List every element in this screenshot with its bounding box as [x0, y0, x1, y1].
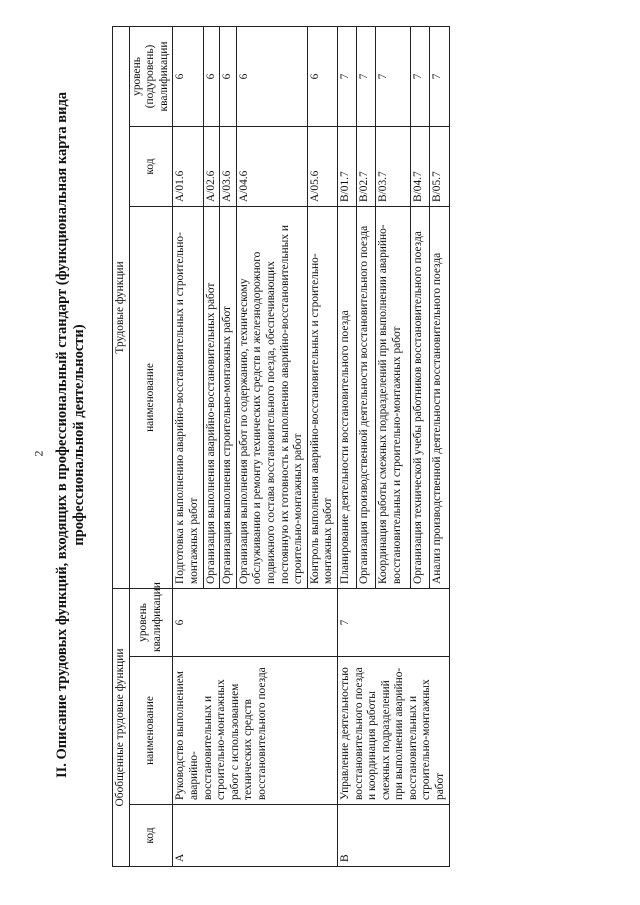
function-level: 6: [307, 26, 337, 126]
function-name: Организация выполнения строительно-монтажных работ: [220, 207, 237, 589]
function-name: Планирование деятельности восстановительного поезда: [337, 207, 356, 589]
function-level: 6: [173, 26, 203, 126]
header-code: код: [129, 805, 173, 867]
function-level: 7: [337, 26, 356, 126]
group-code: B: [337, 805, 449, 867]
functional-map-table: [112, 26, 450, 867]
function-level: 7: [411, 26, 430, 126]
function-level: 6: [220, 26, 237, 126]
group-name: Руководство выполнением аварийно-восстановительных и строительно-монтажных работ с использованием технических средств восстановительного поезда: [173, 657, 338, 805]
table-row: [337, 26, 356, 866]
function-name: Координация работы смежных подразделений при выполнении аварийно-восстановительных и строительно-монтажных работ: [376, 207, 411, 589]
group-code: A: [173, 805, 338, 867]
function-name: Организация выполнения работ по содержанию, техническому обслуживанию и ремонту технических средств и железнодорожного подвижного состава восстановительного поезда, обеспечивающих постоянную их готовность к выполнению аварийно-восстановительных и строительно-монтажных работ: [236, 207, 307, 589]
page-number: 2: [31, 450, 46, 457]
function-code: B/02.7: [357, 127, 376, 207]
header-row-columns: [129, 26, 173, 866]
section-heading: II. Описание трудовых функций, входящих в профессиональный стандарт (функциональная карта вида профессиональной деятельности): [54, 91, 87, 779]
function-name: Организация выполнения аварийно-восстановительных работ: [203, 207, 220, 589]
header-function-code: код: [129, 127, 173, 207]
header-name: наименование: [129, 657, 173, 805]
function-level: 6: [203, 26, 220, 126]
group-name: Управление деятельностью восстановительного поезда и координация работы смежных подразделений при выполнении аварийно-восстановительных и строительно-монтажных работ: [337, 657, 449, 805]
function-code: A/01.6: [173, 127, 203, 207]
function-level: 7: [376, 26, 411, 126]
header-labor: Трудовые функции: [113, 26, 130, 588]
function-code: A/03.6: [220, 127, 237, 207]
function-level: 7: [430, 26, 449, 126]
header-function-name: наименование: [129, 207, 173, 589]
group-level: 7: [337, 589, 449, 657]
function-level: 6: [236, 26, 307, 126]
header-generalized: Обобщенные трудовые функции: [113, 589, 130, 867]
table-row: [173, 26, 203, 866]
function-code: B/05.7: [430, 127, 449, 207]
function-name: Подготовка к выполнению аварийно-восстановительных и строительно-монтажных работ: [173, 207, 203, 589]
header-row-groups: [113, 26, 130, 866]
function-code: B/04.7: [411, 127, 430, 207]
function-code: A/02.6: [203, 127, 220, 207]
function-code: A/04.6: [236, 127, 307, 207]
function-code: A/05.6: [307, 127, 337, 207]
function-name: Анализ производственной деятельности восстановительного поезда: [430, 207, 449, 589]
header-sublevel: уровень (подуровень) квалификации: [129, 26, 173, 126]
function-name: Организация производственной деятельности восстановительного поезда: [357, 207, 376, 589]
function-name: Контроль выполнения аварийно-восстановительных и строительно-монтажных работ: [307, 207, 337, 589]
function-level: 7: [357, 26, 376, 126]
function-code: B/01.7: [337, 127, 356, 207]
function-code: B/03.7: [376, 127, 411, 207]
header-level: уровень квалификации: [129, 589, 173, 657]
function-name: Организация технической учебы работников восстановительного поезда: [411, 207, 430, 589]
group-level: 6: [173, 589, 338, 657]
